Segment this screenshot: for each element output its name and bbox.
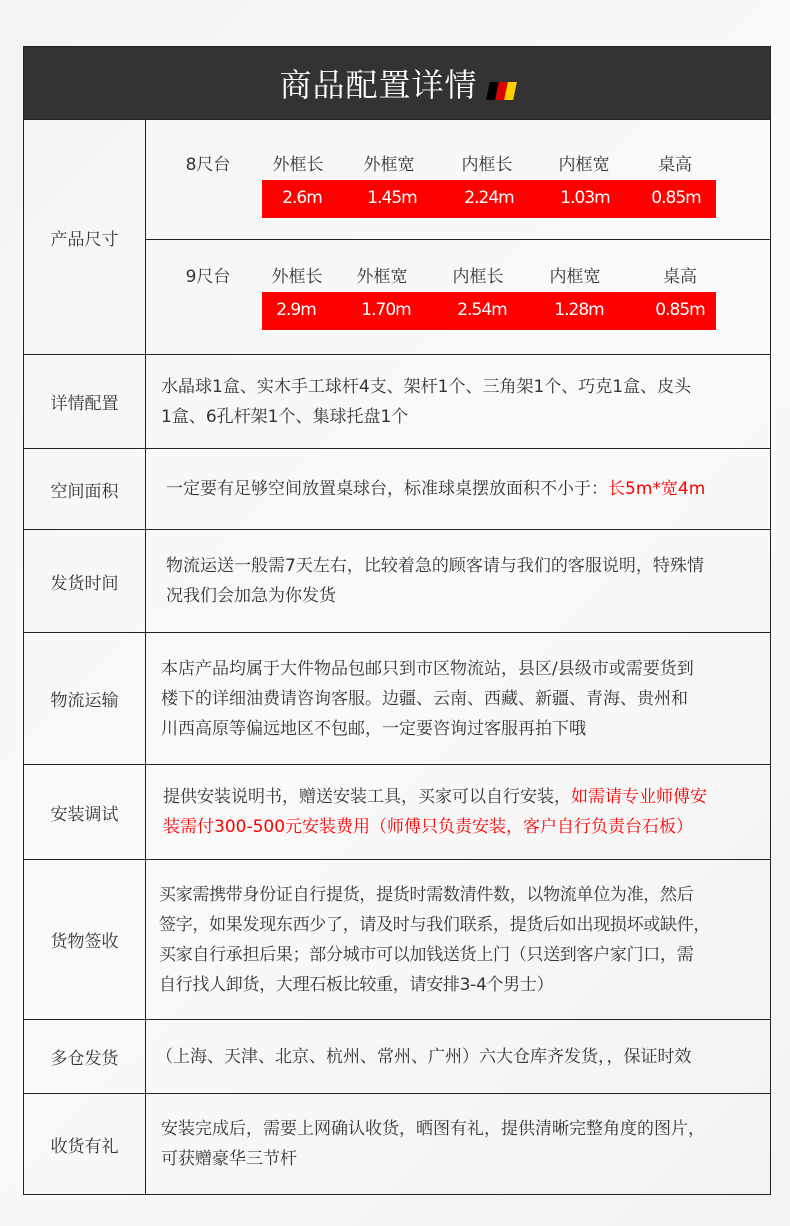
col-header: 内框长 (452, 267, 504, 288)
text: 一定要有足够空间放置桌球台，标准球桌摆放面积不小于： (166, 479, 608, 499)
value: 1.03m (560, 188, 610, 208)
table-name: 9尺台 (185, 267, 231, 288)
row-logistics (24, 632, 770, 764)
col-header: 外框长 (271, 267, 323, 288)
row-size (24, 119, 770, 354)
col-header: 外框宽 (356, 267, 408, 288)
row-space (24, 448, 770, 529)
text-line: 签字，如果发现东西少了，请及时与我们联系，提货后如出现损坏或缺件， (159, 914, 711, 935)
row-label: 产品尺寸 (24, 120, 146, 354)
col-header: 桌高 (658, 155, 692, 175)
text-line: （上海、天津、北京、杭州、常州、广州）六大仓库齐发货，，保证时效 (156, 1046, 692, 1067)
value: 2.24m (464, 188, 514, 208)
text-line: 1盒、6孔杆架1个、集球托盘1个 (161, 406, 409, 427)
row-label: 货物签收 (24, 860, 146, 1019)
value: 0.85m (651, 188, 701, 208)
value: 1.45m (367, 188, 417, 208)
value: 1.70m (361, 300, 411, 321)
highlight-text: 长5m*宽4m (608, 479, 706, 499)
row-installation (24, 764, 770, 859)
row-warehouses (24, 1019, 770, 1093)
table-header (24, 47, 770, 119)
text-line: 物流运送一般需7天左右，比较着急的顾客请与我们的客服说明，特殊情 (166, 556, 704, 576)
text-line: 买家需携带身份证自行提货，提货时需数清件数，以物流单位为准，然后 (159, 884, 694, 905)
value: 1.28m (554, 300, 604, 321)
row-label: 物流运输 (24, 633, 146, 764)
value: 2.6m (282, 188, 322, 208)
text-line: 本店产品均属于大件物品包邮只到市区物流站，县区/县级市或需要货到 (161, 658, 694, 679)
table-name: 8尺台 (185, 155, 231, 175)
value-bar (262, 292, 716, 330)
text-line: 川西高原等偏远地区不包邮，一定要咨询过客服再拍下哦 (161, 718, 586, 739)
text-line: 楼下的详细油费请咨询客服。边疆、云南、西藏、新疆、青海、贵州和 (161, 688, 688, 709)
value: 2.54m (457, 300, 507, 321)
text-line: 自行找人卸货，大理石板比较重，请安排3-4个男士） (159, 974, 554, 995)
row-label: 空间面积 (24, 449, 146, 529)
row-contents (24, 354, 770, 448)
row-shipping-time (24, 529, 770, 632)
value-bar (262, 180, 716, 218)
text-line: 安装完成后，需要上网确认收货，晒图有礼，提供清晰完整角度的图片， (161, 1119, 705, 1139)
text-line: 可获赠豪华三节杆 (161, 1149, 297, 1169)
row-label: 发货时间 (24, 530, 146, 632)
highlight-text: 如需请专业师傅安 (571, 787, 707, 807)
value: 2.9m (276, 300, 316, 321)
col-header: 外框宽 (363, 155, 415, 175)
text-line: 买家自行承担后果；部分城市可以加钱送货上门（只送到客户家门口，需 (159, 944, 694, 965)
row-label: 详情配置 (24, 355, 146, 448)
text-line: 水晶球1盒、实木手工球杆4支、架杆1个、三角架1个、巧克1盒、皮头 (161, 376, 692, 397)
value: 0.85m (655, 300, 705, 321)
size-table-9ft (146, 239, 770, 354)
col-header: 内框长 (461, 155, 513, 175)
row-receipt (24, 859, 770, 1019)
highlight-text: 装需付300-500元安装费用（师傅只负责安装，客户自行负责台石板） (163, 817, 694, 837)
col-header: 内框宽 (558, 155, 610, 175)
row-gift (24, 1093, 770, 1194)
text-line: 况我们会加急为你发货 (166, 586, 336, 606)
col-header: 桌高 (663, 267, 697, 288)
row-label: 安装调试 (24, 765, 146, 859)
text: 提供安装说明书，赠送安装工具，买家可以自行安装， (163, 787, 571, 807)
page-title: 商品配置详情 (279, 66, 478, 104)
row-label: 多仓发货 (24, 1020, 146, 1093)
size-table-8ft (146, 120, 770, 239)
col-header: 内框宽 (549, 267, 601, 288)
row-label: 收货有礼 (24, 1094, 146, 1194)
product-config-table (23, 46, 771, 1195)
german-flag-icon (486, 82, 517, 100)
col-header: 外框长 (272, 155, 324, 175)
